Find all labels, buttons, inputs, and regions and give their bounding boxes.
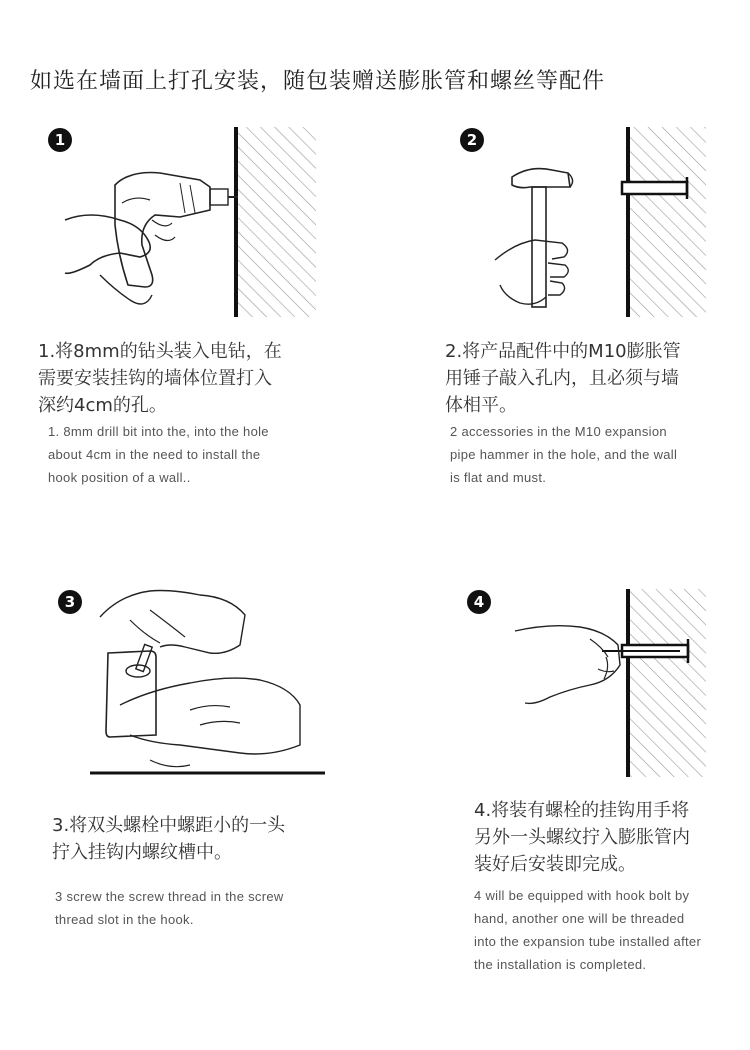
hammer-icon [490, 125, 710, 320]
page-title: 如选在墙面上打孔安装，随包装赠送膨胀管和螺丝等配件 [30, 69, 606, 94]
screw-hand-icon [90, 585, 330, 780]
step-3-en-text: 3 screw the screw thread in the screw thread slot in the hook. [55, 889, 284, 927]
step-4-en-text: 4 will be equipped with hook bolt by hand, another one will be threaded into the expansion tube installed after the installation is completed. [474, 888, 702, 972]
step-1-en-text: 1. 8mm drill bit into the, into the hole about 4cm in the need to install the hook position of a wall.. [48, 424, 269, 485]
step-3-zh-text: 3.将双头螺栓中螺距小的一头 拧入挂钩内螺纹槽中。 [52, 815, 286, 863]
step-4-zh-text: 4.将装有螺栓的挂钩用手将 另外一头螺纹拧入膨胀管内 装好后安装即完成。 [474, 800, 690, 875]
step-number-badge: 2 [460, 128, 484, 152]
step-2-en-text: 2 accessories in the M10 expansion pipe hammer in the hole, and the wall is flat and must. [450, 424, 678, 485]
step-1-zh-text: 1.将8mm的钻头装入电钻，在 需要安装挂钩的墙体位置打入 深约4cm的孔。 [38, 341, 282, 416]
step-number-badge: 3 [58, 590, 82, 614]
step-2-zh-text: 2.将产品配件中的M10膨胀管 用锤子敲入孔内，且必须与墙 体相平。 [445, 341, 681, 416]
step-number-badge: 1 [48, 128, 72, 152]
hand-install-icon [510, 585, 710, 780]
drill-icon [60, 125, 320, 320]
step-number-badge: 4 [467, 590, 491, 614]
